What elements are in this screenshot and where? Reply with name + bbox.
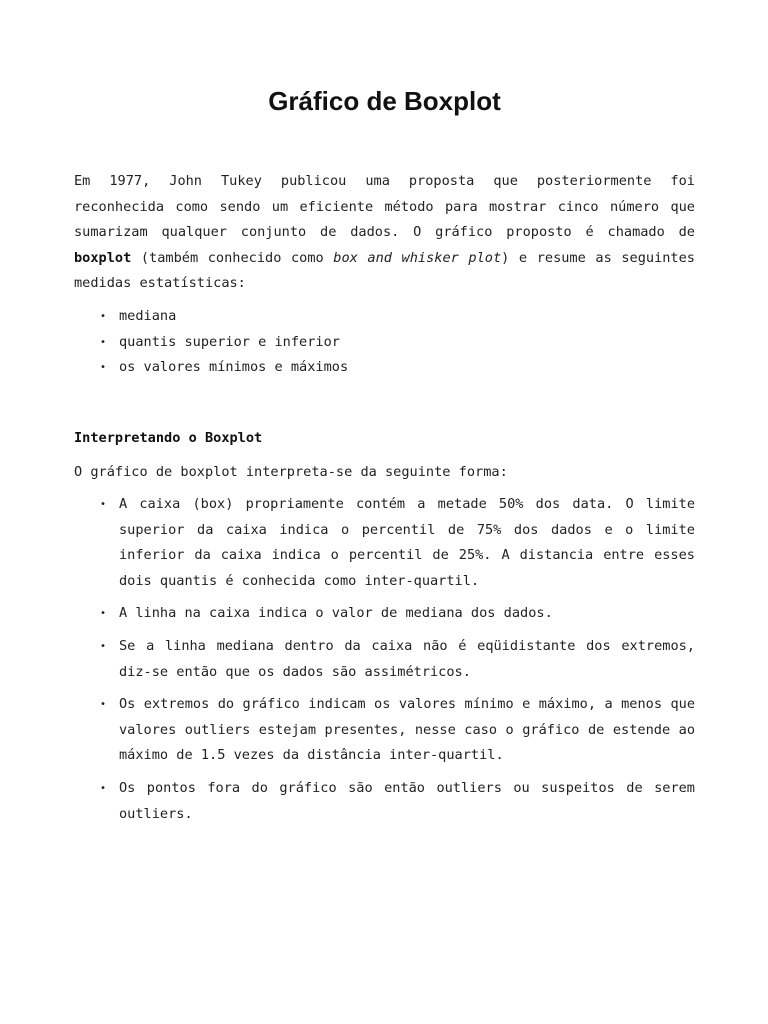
list-item-text: A caixa (box) propriamente contém a metade 50% dos data. O limite superior da caixa indica o percentil de 75% dos dados e o limite inferior da caixa indica o percentil de 25%. A distancia entre esses dois quantis é conhecida como inter-quartil. — [119, 496, 695, 589]
list-item — [74, 304, 695, 330]
intro-bold-term: boxplot — [74, 249, 132, 266]
bullet-icon: • — [100, 608, 107, 620]
measures-list — [74, 304, 695, 381]
list-item — [74, 601, 695, 627]
list-item — [74, 692, 695, 769]
list-item — [74, 355, 695, 381]
bullet-icon: • — [100, 640, 107, 652]
page-title: Gráfico de Boxplot — [268, 86, 501, 116]
section-intro: O gráfico de boxplot interpreta-se da seguinte forma: — [74, 464, 508, 480]
list-item-text: mediana — [119, 308, 177, 324]
bullet-icon: • — [100, 311, 107, 322]
list-item-text: Os pontos fora do gráfico são então outliers ou suspeitos de serem outliers. — [119, 779, 695, 822]
bullet-icon: • — [100, 499, 107, 510]
list-item-text: Se a linha mediana dentro da caixa não é eqüidistante dos extremos, diz-se então que os dados são assimétricos. — [119, 637, 695, 680]
list-item-text: os valores mínimos e máximos — [119, 359, 349, 376]
list-item-text: quantis superior e inferior — [119, 333, 340, 350]
list-item — [74, 330, 695, 356]
bullet-icon: • — [100, 699, 107, 711]
intro-text-3: ) e resume as seguintes medidas estatísticas: — [74, 249, 695, 292]
interpretation-list — [74, 492, 695, 834]
list-item-text: Os extremos do gráfico indicam os valores mínimo e máximo, a menos que valores outliers estejam presentes, nesse caso o gráfico de estende ao máximo de 1.5 vezes da distância inter-quartil. — [119, 696, 695, 764]
list-item — [74, 492, 695, 594]
list-item — [74, 634, 695, 685]
list-item-text: A linha na caixa indica o valor de mediana dos dados. — [119, 605, 553, 622]
intro-text-1: Em 1977, John Tukey publicou uma proposta que posteriormente foi reconhecida como sendo um eficiente método para mostrar cinco número que sumarizam qualquer conjunto de dados. O gráfico proposto é chamado de — [74, 173, 695, 241]
intro-italic-term: box and whisker plot — [333, 249, 502, 266]
intro-paragraph — [74, 169, 695, 297]
list-item — [74, 776, 695, 827]
section-heading: Interpretando o Boxplot — [74, 430, 263, 446]
intro-text-2: (também conhecido como — [131, 249, 334, 266]
bullet-icon: • — [100, 336, 107, 348]
bullet-icon: • — [100, 782, 107, 794]
bullet-icon: • — [100, 362, 107, 374]
